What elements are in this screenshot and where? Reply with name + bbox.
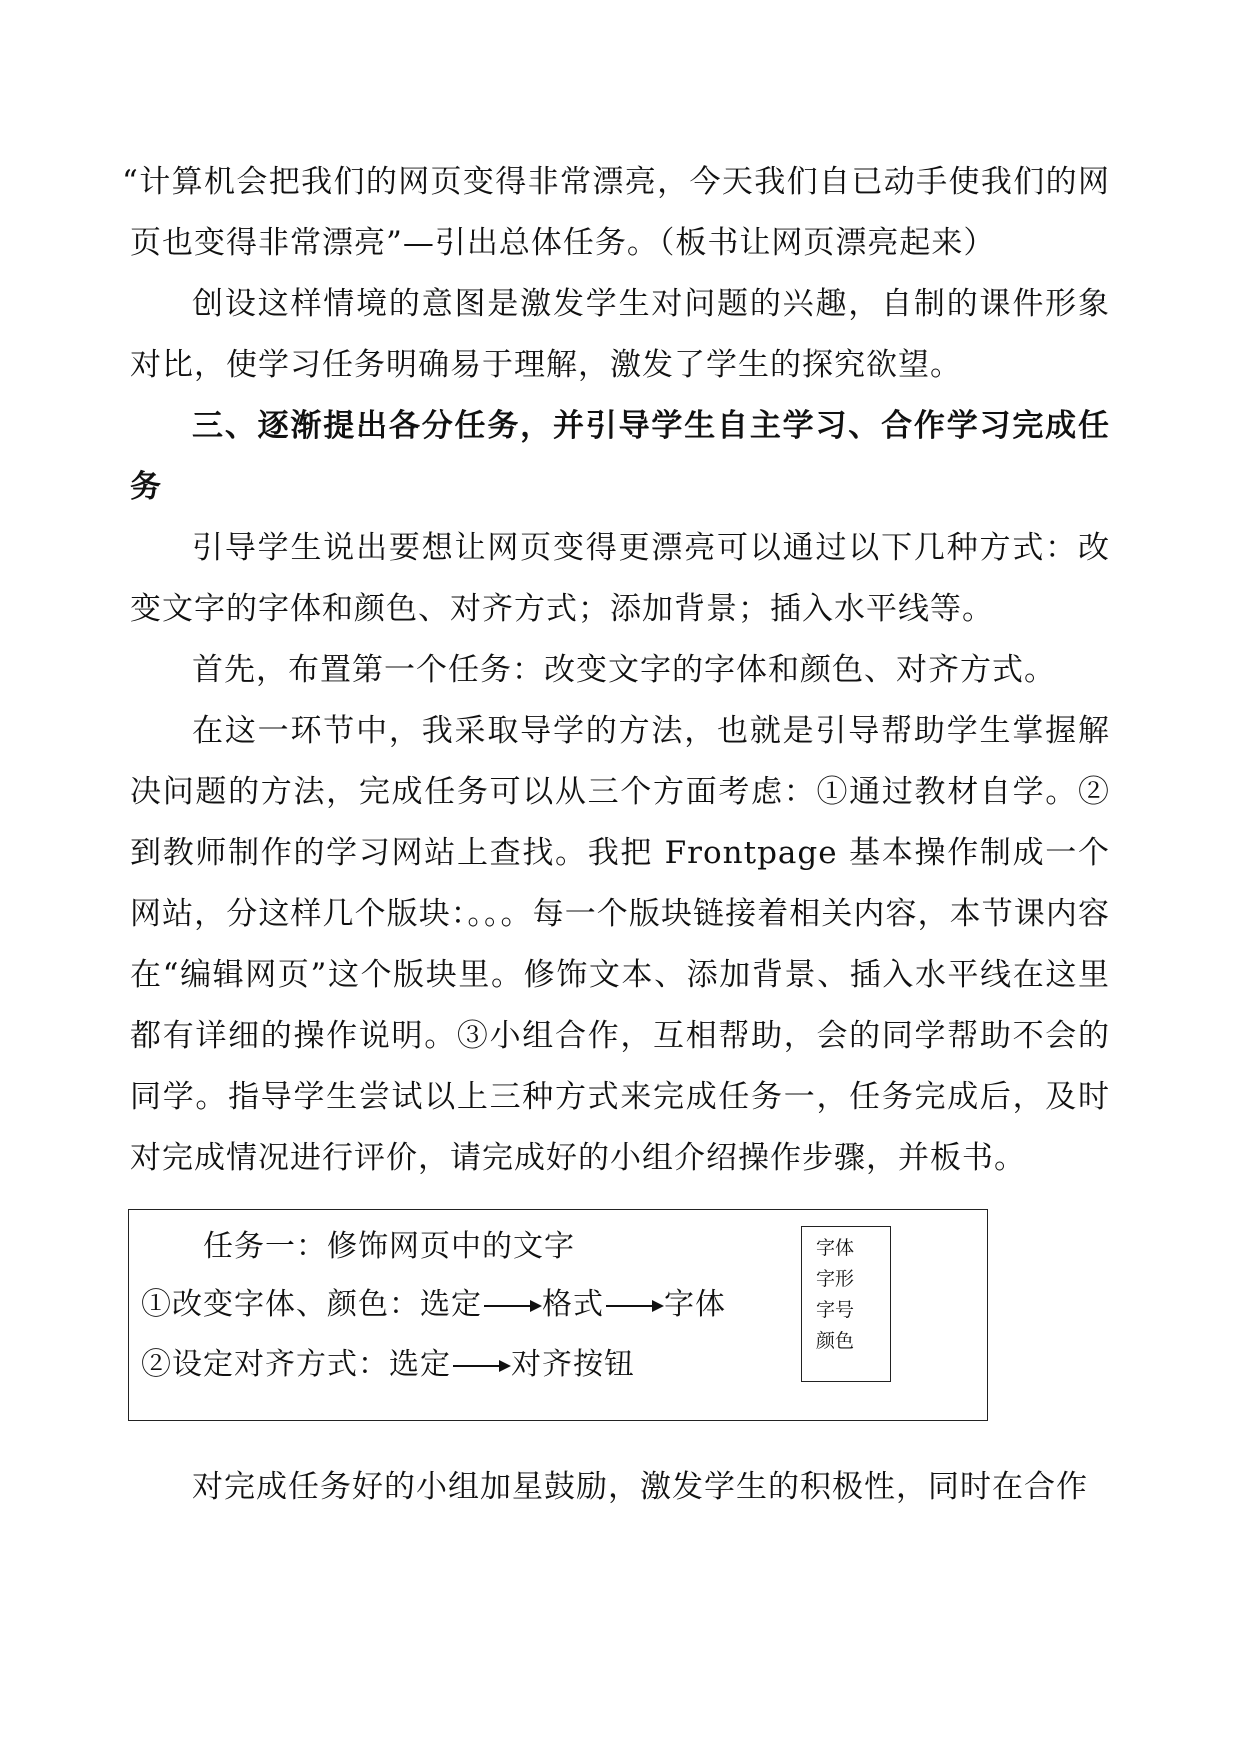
task-step-font: 字体 (664, 1287, 726, 1322)
section-heading: 三、逐渐提出各分任务，并引导学生自主学习、合作学习完成任务 (130, 408, 1110, 505)
font-option-item: 字号 (816, 1299, 855, 1321)
task-step-font-color-prefix: ①改变字体、颜色：选定 (141, 1287, 482, 1322)
task-step-alignment-prefix: ②设定对齐方式：选定 (141, 1347, 451, 1382)
paragraph-guide: 引导学生说出要想让网页变得更漂亮可以通过以下几种方式：改变文字的字体和颜色、对齐方式；添加背景；插入水平线等。 (130, 530, 1110, 627)
paragraph-intro: “计算机会把我们的网页变得非常漂亮，今天我们自已动手使我们的网页也变得非常漂亮”—引出总体任务。（板书让网页漂亮起来） (122, 164, 1110, 261)
arrow-right-icon (484, 1305, 540, 1307)
font-options-box (801, 1226, 891, 1382)
arrow-right-icon (453, 1365, 509, 1367)
task-step-alignment (141, 1348, 635, 1382)
task-step-font-color (141, 1288, 726, 1322)
task-step-format: 格式 (542, 1287, 604, 1322)
document-page (122, 152, 1110, 1518)
font-option-item: 字体 (816, 1237, 855, 1259)
task-title: 任务一：修饰网页中的文字 (203, 1229, 575, 1264)
font-option-item: 字形 (816, 1268, 855, 1290)
task-box (128, 1209, 988, 1421)
font-option-item: 颜色 (816, 1330, 855, 1352)
arrow-right-icon (606, 1305, 662, 1307)
paragraph-intent: 创设这样情境的意图是激发学生对问题的兴趣，自制的课件形象对比，使学习任务明确易于理解，激发了学生的探究欲望。 (130, 286, 1110, 383)
paragraph-closing: 对完成任务好的小组加星鼓励，激发学生的积极性，同时在合作 (192, 1469, 1088, 1505)
task-step-align-button: 对齐按钮 (511, 1347, 635, 1382)
paragraph-method: 在这一环节中，我采取导学的方法，也就是引导帮助学生掌握解决问题的方法，完成任务可以从三个方面考虑：①通过教材自学。②到教师制作的学习网站上查找。我把 Frontpage 基本操作制成一个网站，分这样几个版块：。。。每一个版块链接着相关内容，本节课内容在“编辑网页”这个版块里。修饰文本、添加背景、插入水平线在这里都有详细的操作说明。③小组合作，互相帮助，会的同学帮助不会的同学。指导学生尝试以上三种方式来完成任务一，任务完成后，及时对完成情况进行评价，请完成好的小组介绍操作步骤，并板书。 (130, 713, 1110, 1176)
paragraph-first-task: 首先，布置第一个任务：改变文字的字体和颜色、对齐方式。 (192, 652, 1056, 688)
